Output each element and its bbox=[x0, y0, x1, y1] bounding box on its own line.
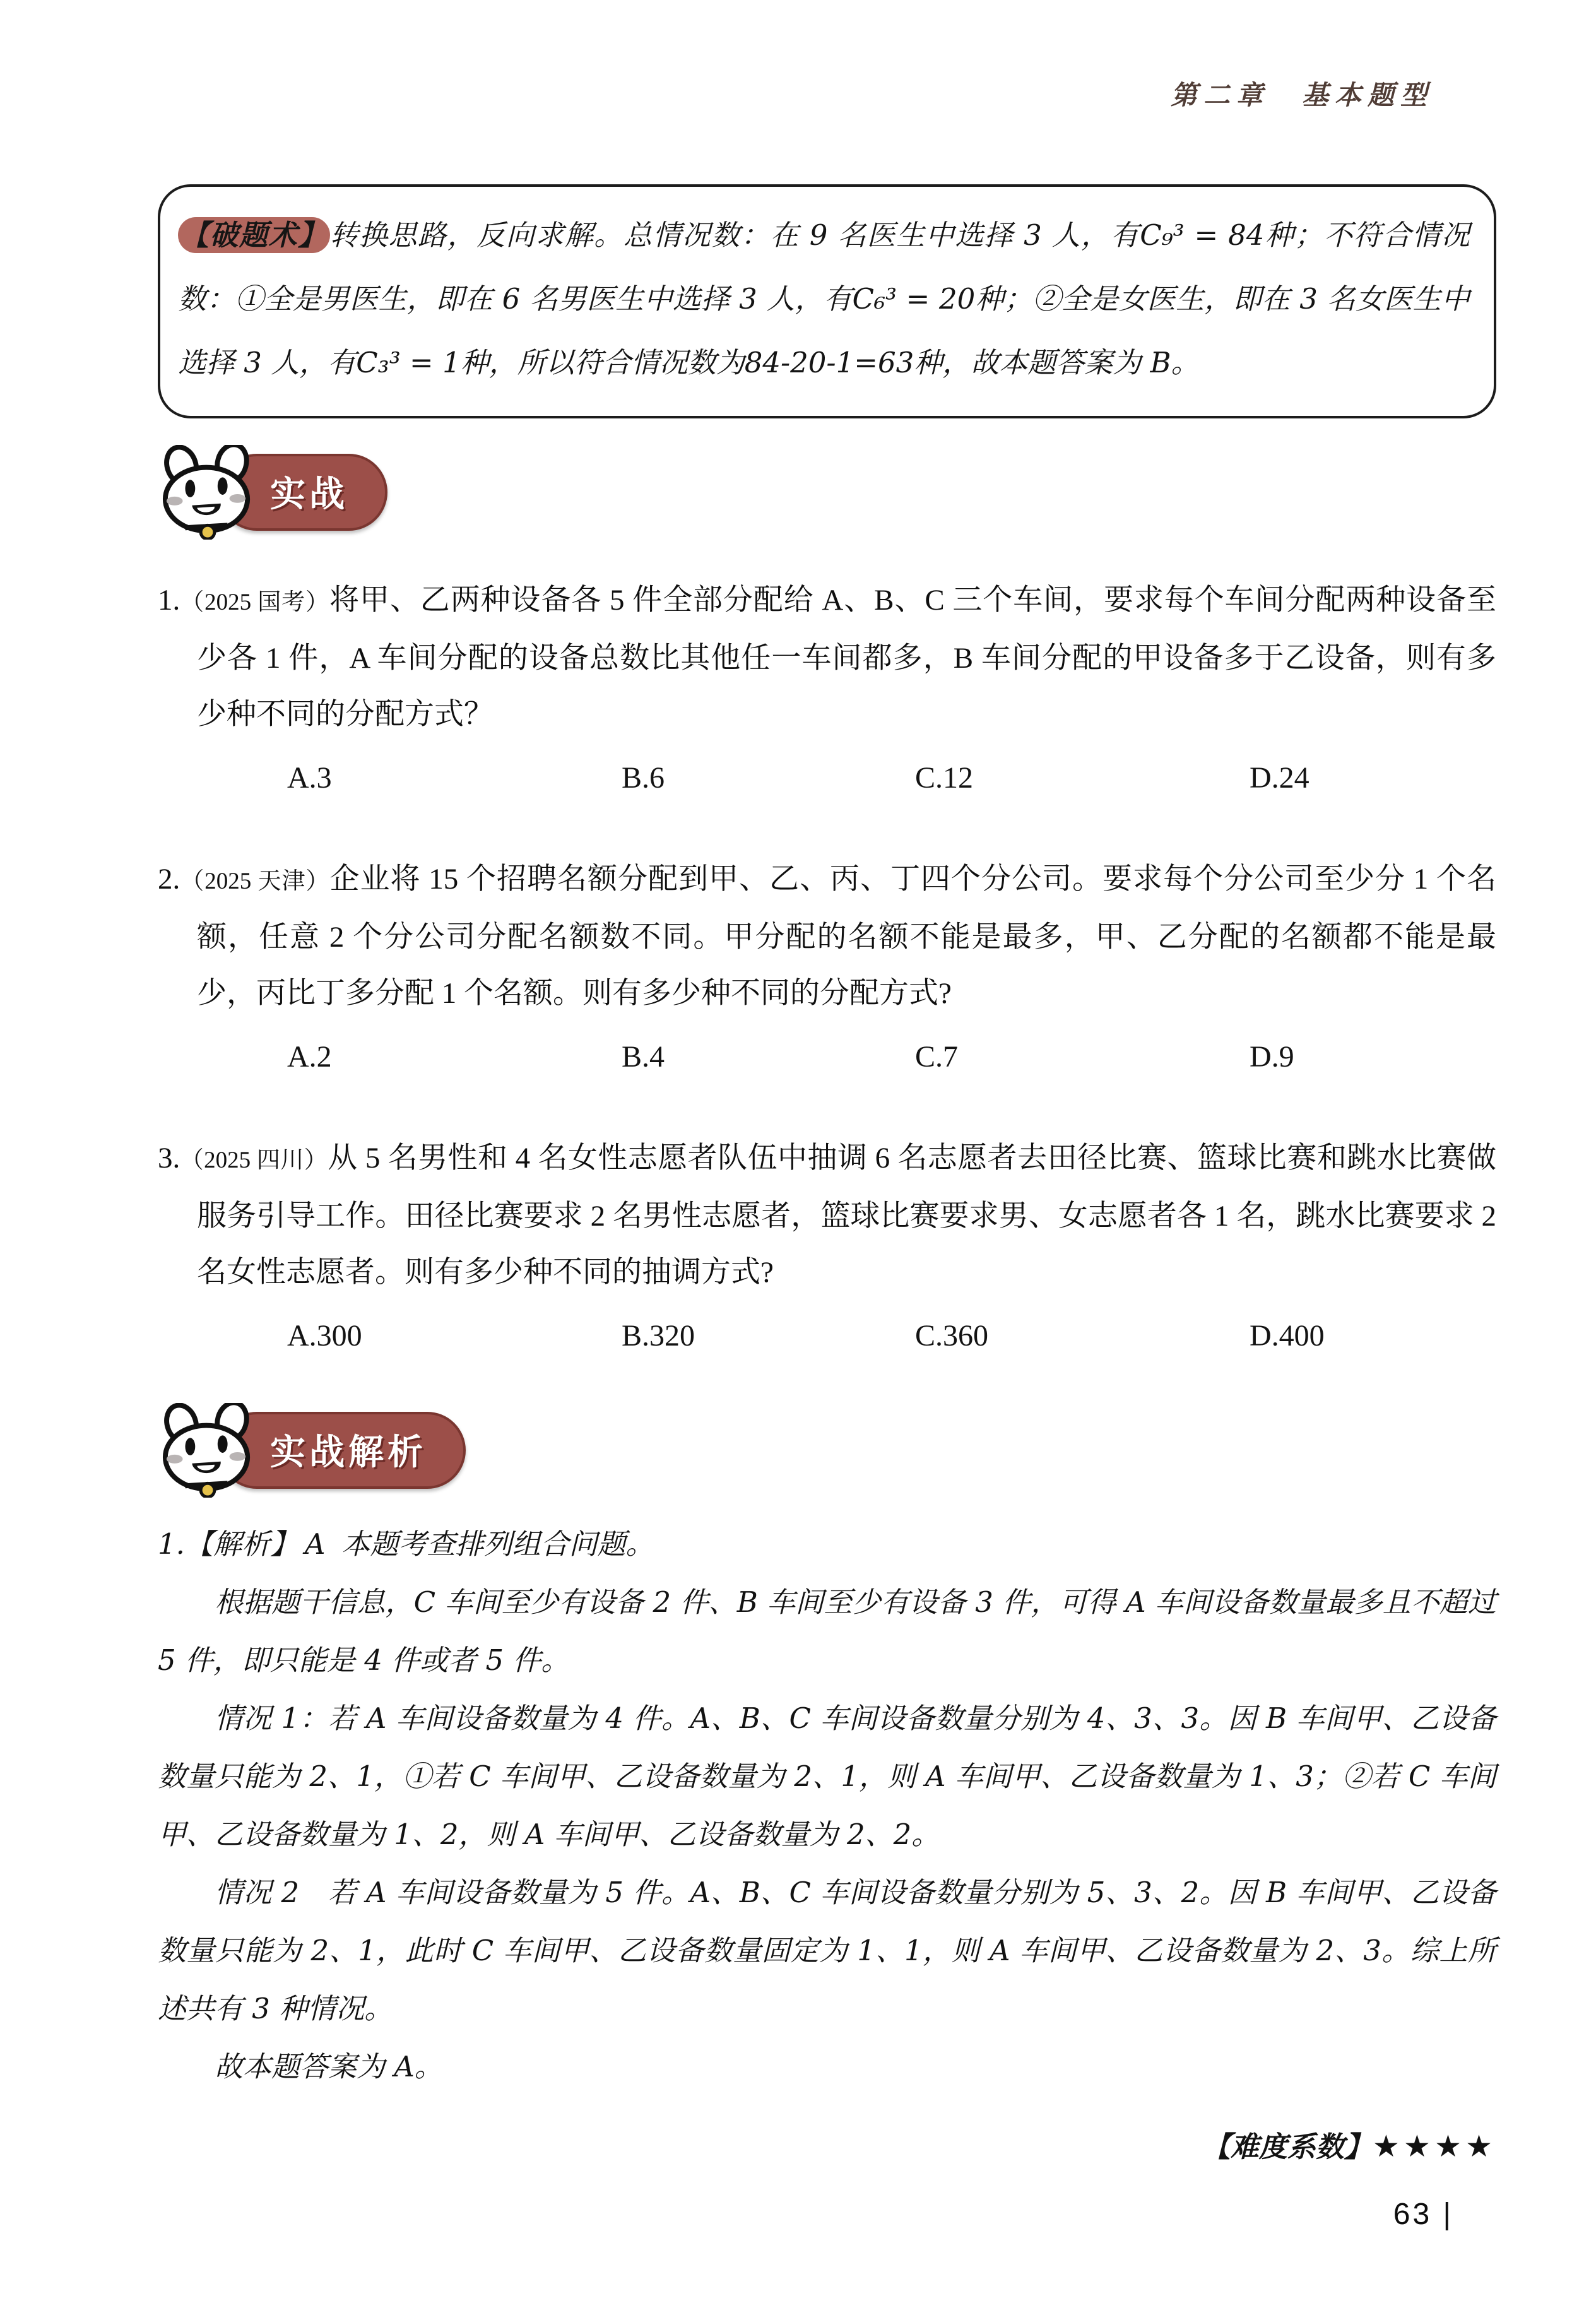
analysis-heading bbox=[158, 1515, 1496, 1573]
question-1-option-a: A.3 bbox=[287, 761, 332, 795]
question-1-option-d: D.24 bbox=[1250, 761, 1309, 795]
analysis-label: 【解析】 bbox=[184, 1527, 299, 1561]
practice-section-header bbox=[158, 445, 1496, 540]
analysis-answer: A bbox=[304, 1527, 326, 1561]
question-2-body: 企业将 15 个招聘名额分配到甲、乙、丙、丁四个分公司。要求每个分公司至少分 1 个名额，任意 2 个分公司分配名额数不同。甲分配的名额不能是最多，甲、乙分配的名额都不能是最少，丙比丁多分配 1 个名额。则有多少种不同的分配方式? bbox=[197, 863, 1496, 1010]
question-2-number: 2. bbox=[158, 863, 180, 896]
question-3-text bbox=[158, 1130, 1496, 1301]
analysis-paragraph: 故本题答案为 A。 bbox=[215, 2050, 443, 2083]
question-2-option-d: D.9 bbox=[1250, 1040, 1294, 1074]
question-3-number: 3. bbox=[158, 1142, 180, 1175]
mascot-frog-icon bbox=[158, 1403, 257, 1498]
question-3-option-c: C.360 bbox=[915, 1319, 989, 1352]
question-1-number: 1. bbox=[158, 584, 180, 617]
difficulty-label: 【难度系数】 bbox=[1202, 2130, 1373, 2163]
question-2-text bbox=[158, 851, 1496, 1022]
analysis-section bbox=[158, 1515, 1496, 2176]
question-1-text bbox=[158, 572, 1496, 743]
question-3-option-b: B.320 bbox=[622, 1319, 695, 1352]
analysis-intro: 本题考查排列组合问题。 bbox=[341, 1527, 654, 1561]
question-3-options bbox=[158, 1318, 1496, 1376]
question-2-options bbox=[158, 1039, 1496, 1098]
question-1-option-c: C.12 bbox=[915, 761, 974, 795]
question-1 bbox=[158, 572, 1496, 819]
analysis-section-header bbox=[158, 1403, 1496, 1498]
analysis-number: 1. bbox=[158, 1527, 185, 1561]
question-1-options bbox=[158, 761, 1496, 819]
question-1-body: 将甲、乙两种设备各 5 件全部分配给 A、B、C 三个车间，要求每个车间分配两种设备至少各 1 件，A 车间分配的设备总数比其他任一车间都多，B 车间分配的甲设备多于乙设备，则有多少种不同的分配方式？ bbox=[197, 584, 1497, 731]
question-3-option-a: A.300 bbox=[287, 1319, 362, 1352]
mascot-frog-icon bbox=[158, 445, 257, 540]
chapter-header: 第二章 基本题型 bbox=[1170, 80, 1433, 110]
analysis-badge: 实战解析 bbox=[218, 1412, 466, 1489]
analysis-paragraph: 情况 1：若 A 车间设备数量为 4 件。A、B、C 车间设备数量分别为 4、3、3。因 B 车间甲、乙设备数量只能为 2、1，①若 C 车间甲、乙设备数量为 2、1，则 A 车间甲、乙设备数量为 1、3；②若 C 车间甲、乙设备数量为 1、2，则 A 车间甲、乙设备数量为 2、2。 bbox=[158, 1702, 1496, 1851]
page-number: 63 | bbox=[1393, 2198, 1453, 2231]
question-1-option-b: B.6 bbox=[622, 761, 665, 795]
question-2-source: （2025 天津） bbox=[180, 868, 330, 894]
question-2-option-a: A.2 bbox=[287, 1040, 332, 1074]
question-2-option-b: B.4 bbox=[622, 1040, 665, 1074]
question-2 bbox=[158, 851, 1496, 1098]
tip-box-label: 【破题术】 bbox=[178, 217, 330, 253]
difficulty-stars: ★★★★ bbox=[1372, 2129, 1496, 2164]
question-2-option-c: C.7 bbox=[915, 1040, 959, 1074]
analysis-paragraph: 情况 2 若 A 车间设备数量为 5 件。A、B、C 车间设备数量分别为 5、3、2。因 B 车间甲、乙设备数量只能为 2、1，此时 C 车间甲、乙设备数量固定为 1、1，则 A 车间甲、乙设备数量为 2、3。综上所述共有 3 种情况。 bbox=[158, 1876, 1496, 2025]
analysis-paragraph: 根据题干信息，C 车间至少有设备 2 件、B 车间至少有设备 3 件，可得 A 车间设备数量最多且不超过 5 件，即只能是 4 件或者 5 件。 bbox=[158, 1585, 1496, 1677]
tip-box bbox=[158, 184, 1496, 418]
question-3-body: 从 5 名男性和 4 名女性志愿者队伍中抽调 6 名志愿者去田径比赛、篮球比赛和跳水比赛做服务引导工作。田径比赛要求 2 名男性志愿者，篮球比赛要求男、女志愿者各 1 名，跳水比赛要求 2 名女性志愿者。则有多少种不同的抽调方式? bbox=[197, 1142, 1497, 1289]
difficulty-row bbox=[158, 2117, 1496, 2176]
question-3-source: （2025 四川） bbox=[180, 1147, 328, 1173]
question-3-option-d: D.400 bbox=[1250, 1319, 1325, 1352]
question-1-source: （2025 国考） bbox=[180, 589, 330, 615]
question-3 bbox=[158, 1130, 1496, 1376]
practice-badge: 实战 bbox=[218, 454, 387, 531]
tip-box-text: 转换思路，反向求解。总情况数：在 9 名医生中选择 3 人，有C₉³ = 84种；不符合情况数：①全是男医生，即在 6 名男医生中选择 3 人，有C₆³ = 20种；②全是女医生，即在 3 名女医生中选择 3 人，有C₃³ = 1种，所以符合情况数为84-20-1=63种，故本题答案为 B。 bbox=[178, 218, 1470, 379]
